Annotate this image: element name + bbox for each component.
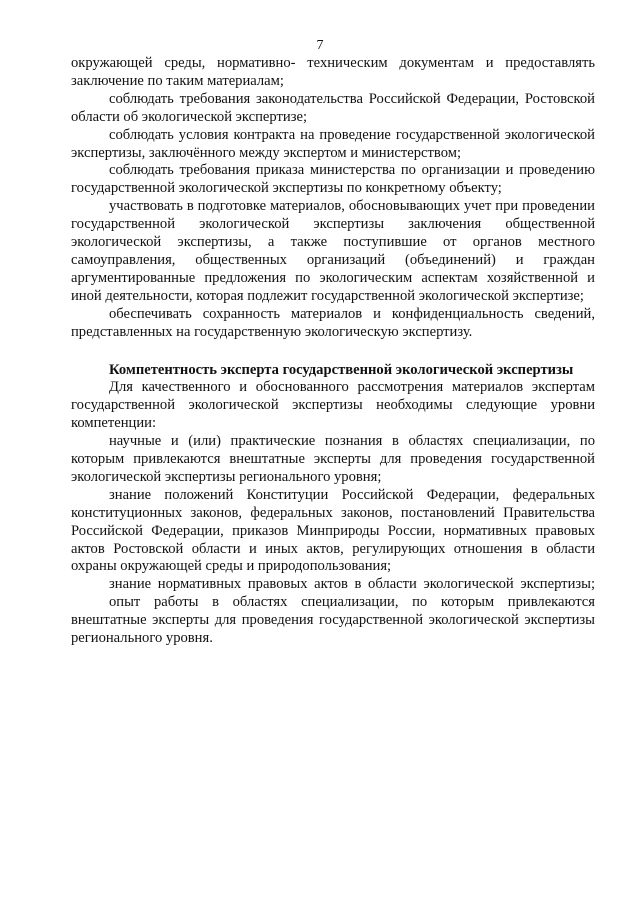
paragraph-competence-intro: Для качественного и обоснованного рассмотрения материалов экспертам государственной экологической экспертизы необходимы следующие уровни компетенции:: [71, 379, 595, 432]
section-spacer: [71, 342, 595, 362]
page-number: 7: [316, 38, 324, 53]
paragraph-competence-1: научные и (или) практические познания в областях специализации, по которым привлекаются внештатные эксперты для проведения государственной экологической экспертизы регионального уровня;: [71, 433, 595, 485]
paragraph-expert-duty-1: окружающей среды, нормативно- техническим документам и предоставлять заключение по таким материалам;: [71, 55, 595, 89]
document-body: [71, 55, 595, 648]
paragraph-expert-duty-2: соблюдать требования законодательства Российской Федерации, Ростовской области об экологической экспертизе;: [71, 90, 595, 125]
paragraph-expert-duty-6: обеспечивать сохранность материалов и конфиденциальность сведений, представленных на государственную экологическую экспертизу.: [71, 305, 595, 340]
paragraph-competence-3: знание нормативных правовых актов в области экологической экспертизы;: [109, 576, 595, 593]
paragraph-expert-duty-5: участвовать в подготовке материалов, обосновывающих учет при проведении государственной экологической экспертизы заключения общественной экологической экспертизы, а также поступившие от органов местного самоуправления, общественных организаций (объединений) и граждан аргументированные предложения по экологическим аспектам хозяйственной и иной деятельности, которая подлежит государственной экологической экспертизе;: [71, 198, 595, 304]
paragraph-expert-duty-3: соблюдать условия контракта на проведение государственной экологической экспертизы, заключённого между экспертом и министерством;: [71, 126, 595, 161]
paragraph-competence-2: знание положений Конституции Российской Федерации, федеральных конституционных законов, федеральных законов, постановлений Правительства Российской Федерации, приказов Минприроды России, нормативных правовых актов Ростовской области и иных актов, регулирующих отношения в области охраны окружающей среды и природопользования;: [71, 486, 595, 575]
paragraph-expert-duty-4: соблюдать требования приказа министерства по организации и проведению государственной экологической экспертизы по конкретному объекту;: [71, 162, 595, 197]
section-heading: Компетентность эксперта государственной экологической экспертизы: [109, 361, 574, 378]
paragraph-competence-4: опыт работы в областях специализации, по которым привлекаются внештатные эксперты для проведения государственной экологической экспертизы регионального уровня.: [71, 594, 595, 647]
